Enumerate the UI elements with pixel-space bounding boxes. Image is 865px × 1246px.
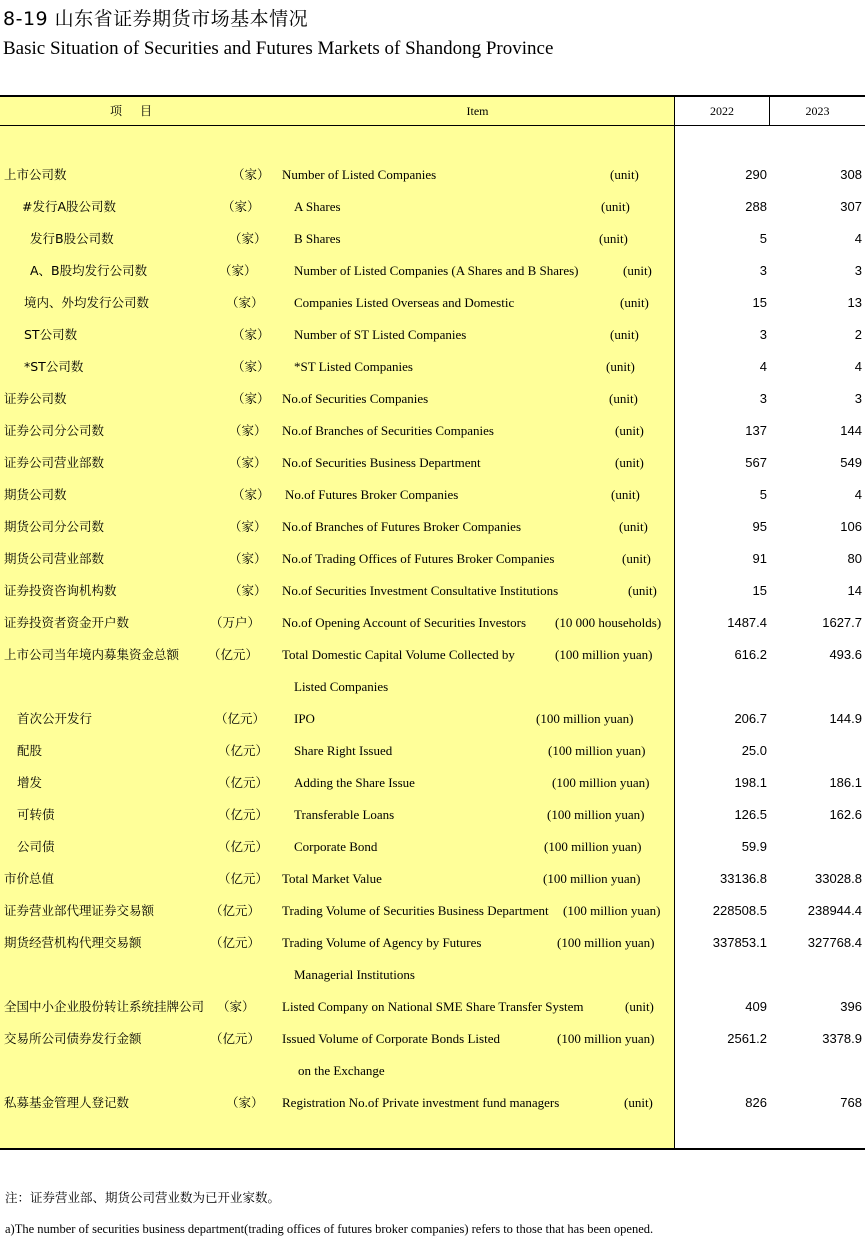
value-2023: 3 <box>854 263 862 278</box>
row-label-cn: 上市公司当年境内募集资金总额 <box>4 647 180 662</box>
value-2023: 13 <box>847 295 862 310</box>
table-row <box>0 319 865 351</box>
value-2022: 288 <box>745 199 767 214</box>
row-unit-cn: （家） <box>229 423 267 438</box>
row-unit-cn: （家） <box>229 583 267 598</box>
row-label-en: B Shares <box>294 231 341 246</box>
row-unit-cn: （亿元） <box>218 807 269 822</box>
header-item-en: Item <box>466 104 489 118</box>
value-2022: 206.7 <box>734 711 767 726</box>
row-label-en: Managerial Institutions <box>294 967 415 982</box>
value-2022: 59.9 <box>741 839 767 854</box>
row-label-en: No.of Futures Broker Companies <box>285 487 459 502</box>
value-2022: 137 <box>745 423 767 438</box>
table-row <box>0 959 865 991</box>
table-row <box>0 991 865 1023</box>
value-2023: 2 <box>854 327 862 342</box>
value-2023: 1627.7 <box>822 615 862 630</box>
value-2022: 25.0 <box>741 743 767 758</box>
row-label-en: No.of Trading Offices of Futures Broker Companies <box>282 551 555 566</box>
value-2022: 826 <box>745 1095 767 1110</box>
value-2023: 493.6 <box>829 647 862 662</box>
value-2022: 33136.8 <box>720 871 767 886</box>
value-2023: 4 <box>854 487 862 502</box>
table-row <box>0 895 865 927</box>
row-label-en: A Shares <box>294 199 341 214</box>
footnote-cn: 注：证券营业部、期货公司营业数为已开业家数。 <box>5 1190 281 1205</box>
row-unit-en: (unit) <box>619 519 648 534</box>
row-label-cn: 证券公司数 <box>4 391 67 406</box>
row-unit-en: (unit) <box>611 487 640 502</box>
header-year-2022: 2022 <box>675 97 770 125</box>
table-row <box>0 415 865 447</box>
table-row <box>0 191 865 223</box>
row-unit-cn: （亿元） <box>218 743 269 758</box>
value-2022: 2561.2 <box>727 1031 767 1046</box>
value-2022: 126.5 <box>734 807 767 822</box>
row-unit-en: (unit) <box>622 551 651 566</box>
row-unit-en: (10 000 households) <box>555 615 662 630</box>
value-2022: 616.2 <box>734 647 767 662</box>
row-label-en: No.of Securities Companies <box>282 391 429 406</box>
row-unit-en: (unit) <box>620 295 649 310</box>
value-2022: 3 <box>759 327 767 342</box>
row-unit-cn: （家） <box>232 487 270 502</box>
row-label-en: Trading Volume of Agency by Futures <box>282 935 482 950</box>
row-label-cn: 交易所公司债券发行金额 <box>4 1031 142 1046</box>
row-label-en: Issued Volume of Corporate Bonds Listed <box>282 1031 500 1046</box>
table-row <box>0 927 865 959</box>
row-label-en: Transferable Loans <box>294 807 395 822</box>
row-label-en: on the Exchange <box>298 1063 385 1078</box>
value-2023: 327768.4 <box>807 935 862 950</box>
table-row <box>0 159 865 191</box>
value-2022: 95 <box>752 519 767 534</box>
value-2022: 198.1 <box>734 775 767 790</box>
value-2023: 186.1 <box>829 775 862 790</box>
row-unit-en: (100 million yuan) <box>557 935 655 950</box>
row-unit-en: (unit) <box>601 199 630 214</box>
table-row <box>0 863 865 895</box>
row-unit-cn: （家） <box>219 263 257 278</box>
row-label-cn: 首次公开发行 <box>17 711 93 726</box>
row-label-en: No.of Opening Account of Securities Investors <box>282 615 527 630</box>
row-label-en: Number of ST Listed Companies <box>294 327 467 342</box>
value-2023: 307 <box>840 199 862 214</box>
value-2023: 238944.4 <box>807 903 862 918</box>
row-label-cn: 证券投资咨询机构数 <box>4 583 117 598</box>
row-label-cn: 期货经营机构代理交易额 <box>4 935 142 950</box>
row-unit-cn: （亿元） <box>215 711 266 726</box>
row-label-en: IPO <box>294 711 315 726</box>
row-label-en: Adding the Share Issue <box>294 775 415 790</box>
value-2022: 290 <box>745 167 767 182</box>
table-row <box>0 735 865 767</box>
row-unit-en: (unit) <box>606 359 635 374</box>
value-2022: 5 <box>759 231 767 246</box>
table-row <box>0 1023 865 1055</box>
value-2022: 4 <box>759 359 767 374</box>
row-unit-cn: （家） <box>222 199 260 214</box>
value-2022: 228508.5 <box>712 903 767 918</box>
row-label-en: Trading Volume of Securities Business Department <box>282 903 549 918</box>
table-row <box>0 1055 865 1087</box>
row-unit-cn: （亿元） <box>218 775 269 790</box>
row-label-cn: 证券投资者资金开户数 <box>4 615 130 630</box>
row-label-cn: #发行A股公司数 <box>22 199 117 214</box>
table-row <box>0 767 865 799</box>
value-2023: 144 <box>840 423 862 438</box>
row-label-en: Registration No.of Private investment fund managers <box>282 1095 560 1110</box>
row-label-cn: 可转债 <box>17 807 55 822</box>
table-row <box>0 607 865 639</box>
value-2023: 144.9 <box>829 711 862 726</box>
value-2023: 308 <box>840 167 862 182</box>
row-unit-en: (100 million yuan) <box>536 711 634 726</box>
row-label-cn: 期货公司数 <box>4 487 67 502</box>
row-unit-en: (unit) <box>599 231 628 246</box>
row-label-cn: 配股 <box>17 743 43 758</box>
value-2023: 162.6 <box>829 807 862 822</box>
value-2023: 33028.8 <box>815 871 862 886</box>
page-title-en: Basic Situation of Securities and Futures Markets of Shandong Province <box>3 38 554 59</box>
table-row <box>0 223 865 255</box>
row-unit-en: (unit) <box>609 391 638 406</box>
row-label-cn: A、B股均发行公司数 <box>30 263 148 278</box>
row-unit-en: (unit) <box>615 455 644 470</box>
row-label-en: Number of Listed Companies (A Shares and B Shares) <box>294 263 579 278</box>
value-2023: 14 <box>847 583 862 598</box>
row-label-en: Share Right Issued <box>294 743 393 758</box>
value-2022: 3 <box>759 391 767 406</box>
row-label-cn: 证券公司营业部数 <box>4 455 105 470</box>
table-row <box>0 575 865 607</box>
row-label-cn: 发行B股公司数 <box>30 231 114 246</box>
row-unit-cn: （家） <box>232 327 270 342</box>
row-unit-cn: （亿元） <box>210 935 261 950</box>
row-unit-en: (100 million yuan) <box>543 871 641 886</box>
row-label-cn: 上市公司数 <box>4 167 67 182</box>
row-unit-cn: （亿元） <box>218 871 269 886</box>
table-row <box>0 799 865 831</box>
value-2022: 91 <box>752 551 767 566</box>
row-unit-cn: （亿元） <box>218 839 269 854</box>
row-unit-en: (unit) <box>623 263 652 278</box>
data-table <box>0 95 865 1150</box>
table-header <box>0 97 865 126</box>
table-row <box>0 511 865 543</box>
row-label-cn: 全国中小企业股份转让系统挂牌公司 <box>4 999 205 1014</box>
value-2023: 80 <box>847 551 862 566</box>
row-unit-en: (unit) <box>610 167 639 182</box>
row-label-en: Listed Companies <box>294 679 389 694</box>
table-row <box>0 255 865 287</box>
row-unit-en: (unit) <box>615 423 644 438</box>
row-unit-en: (100 million yuan) <box>547 807 645 822</box>
row-label-en: No.of Branches of Futures Broker Companies <box>282 519 522 534</box>
table-row <box>0 1087 865 1119</box>
row-unit-en: (100 million yuan) <box>563 903 661 918</box>
row-label-en: Corporate Bond <box>294 839 378 854</box>
row-label-en: Companies Listed Overseas and Domestic <box>294 295 515 310</box>
row-label-cn: 增发 <box>17 775 43 790</box>
table-row <box>0 543 865 575</box>
row-unit-en: (unit) <box>610 327 639 342</box>
value-2022: 1487.4 <box>727 615 767 630</box>
row-label-en: No.of Branches of Securities Companies <box>282 423 494 438</box>
row-unit-cn: （亿元） <box>210 1031 261 1046</box>
row-unit-cn: （家） <box>226 1095 264 1110</box>
row-unit-cn: （家） <box>229 455 267 470</box>
value-2022: 3 <box>759 263 767 278</box>
header-year-2023: 2023 <box>805 104 830 118</box>
page-title-cn: 8-19 山东省证券期货市场基本情况 <box>3 8 309 30</box>
row-label-cn: 市价总值 <box>4 871 55 886</box>
row-label-cn: 公司债 <box>17 839 55 854</box>
row-label-en: Total Domestic Capital Volume Collected by <box>282 647 515 662</box>
row-unit-en: (100 million yuan) <box>557 1031 655 1046</box>
row-unit-cn: （家） <box>232 391 270 406</box>
table-row <box>0 703 865 735</box>
row-label-en: No.of Securities Investment Consultative Institutions <box>282 583 559 598</box>
value-2022: 5 <box>759 487 767 502</box>
value-2022: 337853.1 <box>712 935 767 950</box>
row-label-en: Listed Company on National SME Share Transfer System <box>282 999 584 1014</box>
table-body <box>0 159 865 1119</box>
row-unit-en: (unit) <box>628 583 657 598</box>
value-2023: 768 <box>840 1095 862 1110</box>
row-unit-cn: （家） <box>229 231 267 246</box>
row-label-cn: *ST公司数 <box>24 359 84 374</box>
value-2023: 3 <box>854 391 862 406</box>
value-2023: 3378.9 <box>822 1031 862 1046</box>
row-unit-cn: （家） <box>229 551 267 566</box>
row-unit-en: (100 million yuan) <box>548 743 646 758</box>
row-unit-cn: （亿元） <box>208 647 259 662</box>
row-unit-en: (100 million yuan) <box>544 839 642 854</box>
row-unit-en: (unit) <box>625 999 654 1014</box>
table-row <box>0 671 865 703</box>
table-row <box>0 287 865 319</box>
row-unit-cn: （亿元） <box>210 903 261 918</box>
row-unit-cn: （家） <box>226 295 264 310</box>
row-unit-cn: （万户） <box>210 615 261 630</box>
table-row <box>0 479 865 511</box>
row-unit-en: (100 million yuan) <box>555 647 653 662</box>
row-label-cn: 期货公司营业部数 <box>4 551 105 566</box>
row-label-en: *ST Listed Companies <box>294 359 413 374</box>
value-2023: 396 <box>840 999 862 1014</box>
row-unit-cn: （家） <box>217 999 255 1014</box>
row-unit-en: (unit) <box>624 1095 653 1110</box>
value-2023: 106 <box>840 519 862 534</box>
row-unit-en: (100 million yuan) <box>552 775 650 790</box>
row-label-cn: 证券营业部代理证券交易额 <box>4 903 155 918</box>
value-2023: 4 <box>854 359 862 374</box>
table-row <box>0 831 865 863</box>
footnote-en: a)The number of securities business department(trading offices of futures broker companies) refers to those that has been opened. <box>5 1222 654 1236</box>
header-item-cn: 项目 <box>109 104 170 118</box>
row-label-en: No.of Securities Business Department <box>282 455 481 470</box>
value-2022: 15 <box>752 295 767 310</box>
row-label-cn: 境内、外均发行公司数 <box>24 295 150 310</box>
row-label-en: Number of Listed Companies <box>282 167 437 182</box>
row-unit-cn: （家） <box>229 519 267 534</box>
table-row <box>0 383 865 415</box>
value-2022: 409 <box>745 999 767 1014</box>
value-2022: 15 <box>752 583 767 598</box>
row-label-cn: 期货公司分公司数 <box>4 519 105 534</box>
table-row <box>0 447 865 479</box>
row-label-cn: ST公司数 <box>24 327 78 342</box>
row-label-cn: 证券公司分公司数 <box>4 423 105 438</box>
row-label-cn: 私募基金管理人登记数 <box>4 1095 130 1110</box>
row-unit-cn: （家） <box>232 359 270 374</box>
row-label-en: Total Market Value <box>282 871 382 886</box>
value-2023: 4 <box>854 231 862 246</box>
table-row <box>0 351 865 383</box>
table-row <box>0 639 865 671</box>
value-2022: 567 <box>745 455 767 470</box>
value-2023: 549 <box>840 455 862 470</box>
row-unit-cn: （家） <box>232 167 270 182</box>
